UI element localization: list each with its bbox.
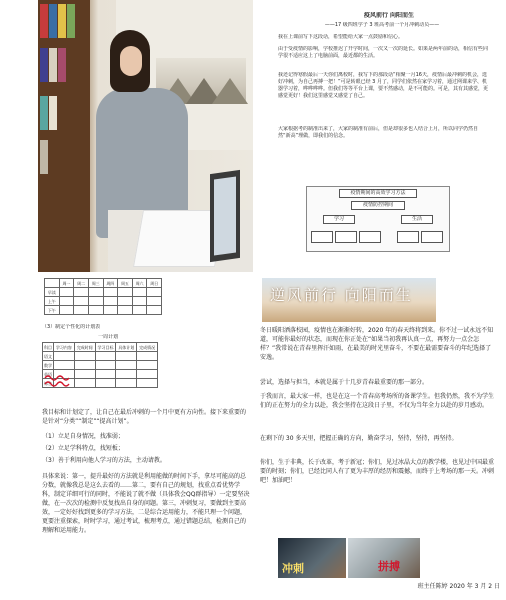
table-row: [43, 352, 158, 361]
person-face: [120, 46, 142, 76]
table-cell: 上午: [45, 297, 60, 306]
doc1-para-4: 大家根据考的制准出来了，大家的制准有前后，但是却很多也人结合上月，所以同学仍然自然“新高”理做，即我们的信念。: [278, 126, 479, 139]
table-header-cell: 科目: [44, 344, 52, 350]
photo-students-studying: [278, 538, 346, 578]
table-row: [45, 288, 162, 297]
method-diagram: [306, 186, 450, 252]
photo-caption-left: 冲刺: [282, 562, 304, 575]
doc3-para-5: 你们，生于非典，长于改革，考于新冠；你们，见过冰晶大点的教学楼，也见过中国最重要的时刻；你们，已经比同人有了更为丰厚的经历和震撼，而终于上考场的那一天。冲刺吧！加油吧！: [260, 459, 494, 484]
table-cell: 英语: [44, 371, 52, 377]
laptop-screen: [214, 176, 236, 255]
doc1-subtitle: ——17 级四班学子 3 班高考前一个月冲刺动员——: [324, 22, 440, 28]
table-header-cell: 周二: [74, 279, 89, 288]
doc3-para-3: 于我而言，最大家一样，也是在这一个青春高考场所的备课学生。但我仍然，我不为学生们的正在努力的全力以赴，我会坚持在这段日子里，不仅为当年全力以赴的岁月感动。: [260, 393, 494, 409]
table-header-cell: 周一: [59, 279, 74, 288]
table-cell: 下午: [45, 306, 60, 315]
table-row: [45, 306, 162, 315]
doc2-item-1: （1）立足自身情况，找准弱；: [42, 433, 124, 440]
table-header-cell: 完成情况: [137, 343, 158, 352]
diagram-leaf: [421, 231, 443, 243]
diagram-leaf: [335, 231, 357, 243]
diagram-leaf: [397, 231, 419, 243]
doc1-para-2: 由于受疫情的影响，学校推迟了开学时间，一次又一次的延长。如果是两年前的话，相信有些同学很不适应这上了电脑前面，最近都的生活。: [278, 46, 488, 59]
table-header-cell: 完成时间: [74, 343, 95, 352]
banner-text: 逆风前行 向阳而生: [270, 286, 413, 304]
table-row: [45, 297, 162, 306]
diagram-node-left: 学习: [323, 215, 355, 224]
doc3-para-1: 冬日暖阳洒落校园，疫情也在渐渐好转，2020 年的春天终将到来。你不过一试永远不知道，可能你最好的状态，而现在你正处在“如果当初我再认真一点，再努力一点会怎样？”我常说在青春里挥汗如雨，在最美的时光里奋斗，不要在最需要奋斗的年纪选择了安逸。: [260, 327, 494, 361]
plan-caption: （3）制定个性化的计划表: [42, 324, 101, 330]
photo-caption-right: 拼搏: [378, 560, 400, 573]
table-header-cell: 具体计划: [116, 343, 137, 352]
doc2-item-3: （3）善于利用向他人学习的方法，主动请教。: [42, 457, 166, 464]
weekly-schedule-table: [44, 278, 162, 315]
table-header-cell: 周日: [147, 279, 162, 288]
document-page-2: [38, 274, 254, 600]
table-row: [43, 343, 158, 352]
diagram-node-right: 生活: [401, 215, 433, 224]
table-cell: 数学: [44, 362, 52, 368]
table-cell: 早读: [45, 288, 60, 297]
doc1-title: 疫风前行 向阳而生: [363, 12, 415, 19]
table-cell: 语文: [44, 353, 52, 359]
table-header-cell: 周六: [132, 279, 147, 288]
diagram-leaf: [311, 231, 333, 243]
plan-table-title: 一周计划: [98, 334, 119, 340]
table-header-cell: 周四: [103, 279, 118, 288]
table-header-cell: [45, 279, 60, 288]
table-header-cell: 学习内容: [54, 343, 75, 352]
table-header-cell: 周三: [88, 279, 103, 288]
doc2-para-2: 具体来说：第一，提升最好的方法就是利用能做的时间下手，拿尽可能高的总分数，就像我总是这么去看的……第二，要有自己的规划，找重点看优势学科，制定详细可行的同时，不能说了就不做（具体我会QQ群指导）一定要坚决做，在一次次的检测中反复找出自身的问题。第三，冲刺复习，要做到主要高效，一定好好找到更多的学习方法，二是综合运用能力，不能只理一个问题，更要注重探索，时时学习，通过考试，梳理考点，通过错题总结，检测自己的理解和运用能力。: [42, 473, 250, 534]
red-scribble-mark: [44, 374, 74, 390]
photo-student-studying: [38, 0, 253, 272]
doc2-para-1: 我目标和计划定了，让自己在最后冲刺的一个月中更有方向性。接下来重要的是针对“分类”“制定”“提高计划”。: [42, 409, 247, 425]
bookshelf: [38, 0, 90, 272]
diagram-title: 疫情期间的高效学习方法: [339, 189, 417, 198]
table-cell: 综合: [44, 380, 52, 386]
diagram-leaf: [359, 231, 381, 243]
doc2-item-2: （2）立足学科特点，找短板；: [42, 445, 124, 452]
doc1-para-1: 我在上课前写下这段话，希望能给大家一点鼓励和信心。: [278, 34, 404, 40]
table-header-cell: 周五: [118, 279, 133, 288]
doc3-para-2: 尝试，选择与担当，本就是属于十几岁青春最重要的那一部分。: [260, 379, 429, 386]
table-row: [43, 361, 158, 370]
doc1-para-3: 我还记得寒假最后一天你们离校时，我写下的那段话“相聚一月16天，疫情后最冲刺的机会，选好冲刺，为自己再搏一把！”可是转眼已经 3 月了，同学们依然在家学习着，通过网课来学、机器学习着，哗哗哗哗。但我们等等平台上课，要不然感动，是不可能的。可是，其有其感觉，更感觉更好！我们这里感觉又感觉了自己。: [278, 72, 488, 99]
table-row: [45, 279, 162, 288]
photo-student-writing: [348, 538, 420, 578]
diagram-node-center: 疫情防控期间: [351, 201, 405, 210]
table-header-cell: 学习目标: [95, 343, 116, 352]
doc3-signature: 班主任陈婷 2020 年 3 月 2 日: [417, 583, 500, 590]
banner-image: [262, 278, 436, 322]
doc3-para-4: 在剩下的 30 多天里，把握正确的方向，勤奋学习，坚持，坚持，再坚持。: [260, 435, 458, 442]
